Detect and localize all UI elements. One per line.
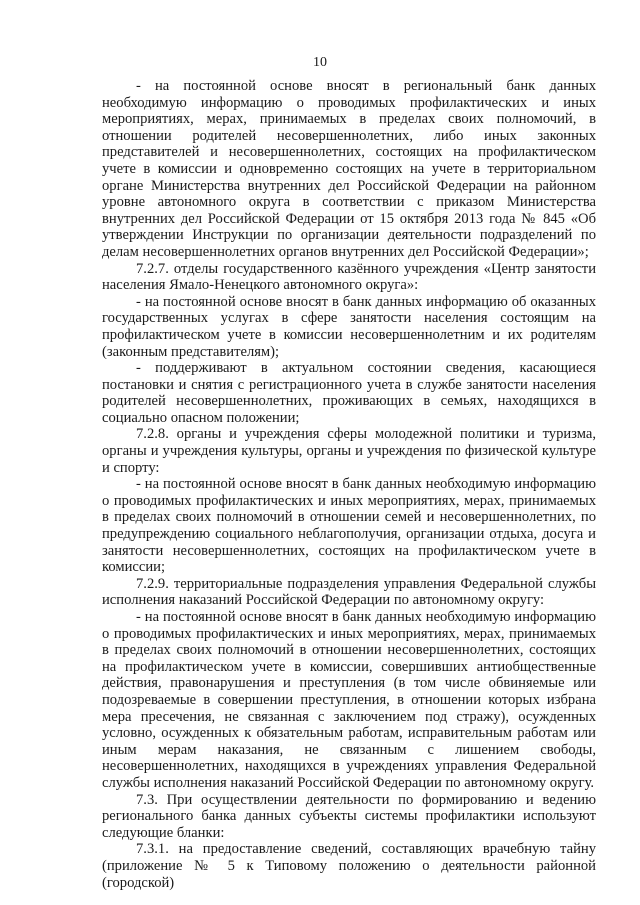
- paragraph: - на постоянной основе вносят в региональный банк данных необходимую информацию о проводимых профилактических и иных мероприятиях, мерах, принимаемых в пределах своих полномочий, в отношении родителей несовершеннолетних, либо иных законных представителей и несовершеннолетних, состоящих на профилактическом учете в комиссии и одновременно состоящих на учете в территориальном органе Министерства внутренних дел Российской Федерации на районном уровне автономного округа в соответствии с приказом Министерства внутренних дел Российской Федерации от 15 октября 2013 года № 845 «Об утверждении Инструкции по организации деятельности подразделений по делам несовершеннолетних органов внутренних дел Российской Федерации»;: [102, 78, 596, 260]
- paragraph: 7.2.8. органы и учреждения сферы молодежной политики и туризма, органы и учреждения культуры, органы и учреждения по физической культуре и спорту:: [102, 426, 596, 476]
- paragraph: - на постоянной основе вносят в банк данных необходимую информацию о проводимых профилактических и иных мероприятиях, мерах, принимаемых в пределах своих полномочий в отношении семей и несовершеннолетних, по предупреждению социального неблагополучия, организации отдыха, досуга и занятости несовершеннолетних, состоящих на профилактическом учете в комиссии;: [102, 476, 596, 576]
- document-body: [102, 78, 596, 891]
- paragraph: 7.3.1. на предоставление сведений, составляющих врачебную тайну (приложение № 5 к Типовому положению о деятельности районной (городской): [102, 841, 596, 891]
- paragraph: 7.2.7. отделы государственного казённого учреждения «Центр занятости населения Ямало-Ненецкого автономного округа»:: [102, 260, 596, 294]
- paragraph: 7.3. При осуществлении деятельности по формированию и ведению регионального банка данных субъекты системы профилактики используют следующие бланки:: [102, 791, 596, 841]
- paragraph: - на постоянной основе вносят в банк данных необходимую информацию о проводимых профилактических и иных мероприятиях, мерах, принимаемых в пределах своих полномочий в отношении несовершеннолетних, состоящих на профилактическом учете в комиссии, совершивших антиобщественные действия, правонарушения и преступления (в том числе обвиняемые или подозреваемые в совершении преступления, в отношении которых избрана мера пресечения, не связанная с заключением под стражу), осужденных условно, осужденных к обязательным работам, исправительным работам или иным мерам наказания, не связанным с лишением свободы, несовершеннолетних, находящихся в учреждениях управления Федеральной службы исполнения наказаний Российской Федерации по автономному округу.: [102, 609, 596, 791]
- paragraph: - поддерживают в актуальном состоянии сведения, касающиеся постановки и снятия с регистрационного учета в службе занятости населения родителей несовершеннолетних, проживающих в семьях, находящихся в социально опасном положении;: [102, 360, 596, 426]
- paragraph: 7.2.9. территориальные подразделения управления Федеральной службы исполнения наказаний Российской Федерации по автономному округу:: [102, 575, 596, 609]
- page-number: 10: [313, 55, 327, 70]
- paragraph: - на постоянной основе вносят в банк данных информацию об оказанных государственных услугах в сфере занятости населения состоящим на профилактическом учете в комиссии несовершеннолетним и их родителям (законным представителям);: [102, 293, 596, 360]
